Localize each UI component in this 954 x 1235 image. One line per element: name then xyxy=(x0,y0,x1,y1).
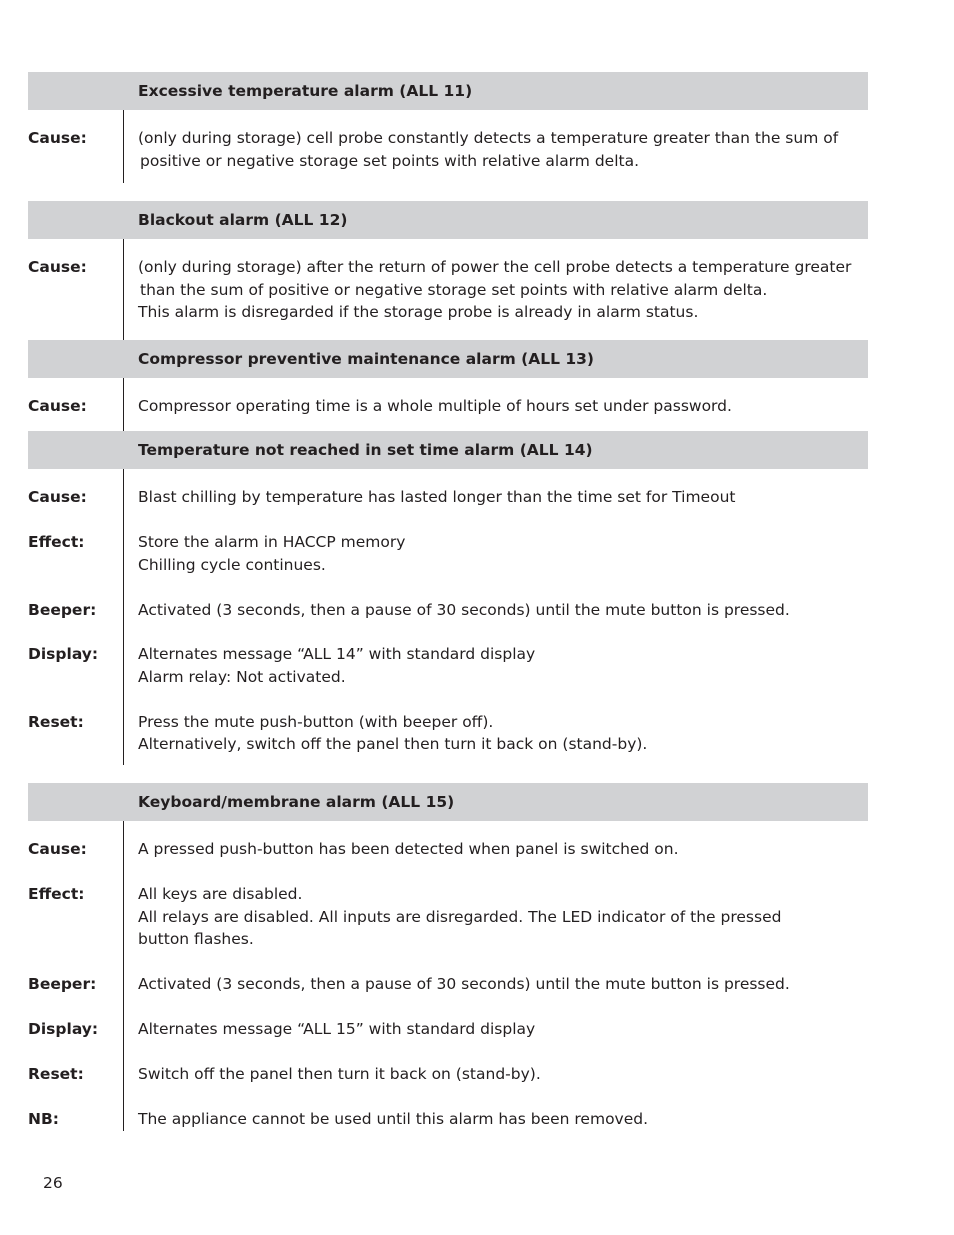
row-text xyxy=(138,643,868,688)
row-label: Cause: xyxy=(28,129,87,147)
row-label: Cause: xyxy=(28,488,87,506)
text-line: Alternates message “ALL 15” with standard display xyxy=(138,1020,536,1038)
text-line: Alternatively, switch off the panel then turn it back on (stand-by). xyxy=(138,735,648,753)
row-cause xyxy=(28,256,868,324)
row-label: Beeper: xyxy=(28,975,97,993)
text-line: Press the mute push-button (with beeper off). xyxy=(138,712,494,731)
row-cause xyxy=(28,838,868,861)
row-text xyxy=(138,883,868,951)
section-title: Excessive temperature alarm (ALL 11) xyxy=(138,82,473,100)
row-text xyxy=(138,531,868,576)
text-line: Activated (3 seconds, then a pause of 30 seconds) until the mute button is pressed. xyxy=(138,600,790,619)
row-text xyxy=(138,1018,868,1041)
text-line: Alarm relay: Not activated. xyxy=(138,667,346,686)
text-line: The appliance cannot be used until this alarm has been removed. xyxy=(138,1109,649,1128)
page-number: 26 xyxy=(43,1174,63,1192)
row-text xyxy=(138,711,868,756)
row-label: Cause: xyxy=(28,397,87,415)
section-body xyxy=(28,239,868,340)
section-title: Temperature not reached in set time alarm (ALL 14) xyxy=(138,441,593,459)
row-cause xyxy=(28,127,868,172)
text-line: This alarm is disregarded if the storage probe is already in alarm status. xyxy=(138,303,699,321)
row-text xyxy=(138,1108,868,1131)
text-line: Compressor operating time is a whole multiple of hours set under password. xyxy=(138,397,732,415)
row-label: Display: xyxy=(28,645,99,663)
row-effect xyxy=(28,883,868,951)
section-title: Compressor preventive maintenance alarm (ALL 13) xyxy=(138,350,595,368)
section-title: Blackout alarm (ALL 12) xyxy=(138,211,348,229)
text-line: button flashes. xyxy=(138,930,254,948)
alarm-document xyxy=(28,72,868,1131)
row-text xyxy=(138,599,868,622)
text-line: All relays are disabled. All inputs are disregarded. The LED indicator of the pressed xyxy=(138,907,782,926)
row-text xyxy=(138,838,868,861)
text-line: Store the alarm in HACCP memory xyxy=(138,533,406,551)
section-header xyxy=(28,72,868,110)
section-title: Keyboard/membrane alarm (ALL 15) xyxy=(138,793,455,811)
row-text xyxy=(138,395,868,418)
row-display xyxy=(28,643,868,688)
text-line: positive or negative storage set points with relative alarm delta. xyxy=(140,151,639,170)
section-header xyxy=(28,431,868,469)
row-label: Effect: xyxy=(28,885,85,903)
row-display xyxy=(28,1018,868,1041)
section-header xyxy=(28,201,868,239)
row-text xyxy=(138,256,868,324)
section-body xyxy=(28,469,868,765)
text-line: A pressed push-button has been detected when panel is switched on. xyxy=(138,840,679,858)
section-header xyxy=(28,783,868,821)
row-label: Beeper: xyxy=(28,600,97,619)
row-label: Display: xyxy=(28,1020,99,1038)
alarm-section-all-13 xyxy=(28,340,868,431)
row-cause xyxy=(28,395,868,418)
text-line: Switch off the panel then turn it back on (stand-by). xyxy=(138,1064,541,1083)
row-nb xyxy=(28,1108,868,1131)
row-label: Reset: xyxy=(28,712,84,731)
row-text xyxy=(138,973,868,996)
section-body xyxy=(28,110,868,183)
row-beeper xyxy=(28,973,868,996)
text-line: (only during storage) after the return of power the cell probe detects a temperature greater xyxy=(138,258,852,276)
text-line: (only during storage) cell probe constantly detects a temperature greater than the sum of xyxy=(138,129,839,147)
alarm-section-all-11 xyxy=(28,72,868,183)
section-body xyxy=(28,378,868,431)
row-reset xyxy=(28,711,868,756)
section-body xyxy=(28,821,868,1131)
row-label: NB: xyxy=(28,1109,59,1128)
text-line: Chilling cycle continues. xyxy=(138,555,326,574)
row-label: Cause: xyxy=(28,840,87,858)
row-text xyxy=(138,127,868,172)
text-line: All keys are disabled. xyxy=(138,885,303,903)
section-header xyxy=(28,340,868,378)
row-text xyxy=(138,1063,868,1086)
text-line: than the sum of positive or negative storage set points with relative alarm delta. xyxy=(140,280,768,299)
row-label: Cause: xyxy=(28,258,87,276)
row-reset xyxy=(28,1063,868,1086)
text-line: Blast chilling by temperature has lasted longer than the time set for Timeout xyxy=(138,488,736,506)
text-line: Alternates message “ALL 14” with standard display xyxy=(138,645,536,663)
row-text xyxy=(138,486,868,509)
row-cause xyxy=(28,486,868,509)
alarm-section-all-14 xyxy=(28,431,868,765)
text-line: Activated (3 seconds, then a pause of 30 seconds) until the mute button is pressed. xyxy=(138,975,790,993)
alarm-section-all-15 xyxy=(28,783,868,1131)
row-beeper xyxy=(28,599,868,622)
alarm-section-all-12 xyxy=(28,201,868,340)
row-effect xyxy=(28,531,868,576)
row-label: Effect: xyxy=(28,533,85,551)
row-label: Reset: xyxy=(28,1064,84,1083)
